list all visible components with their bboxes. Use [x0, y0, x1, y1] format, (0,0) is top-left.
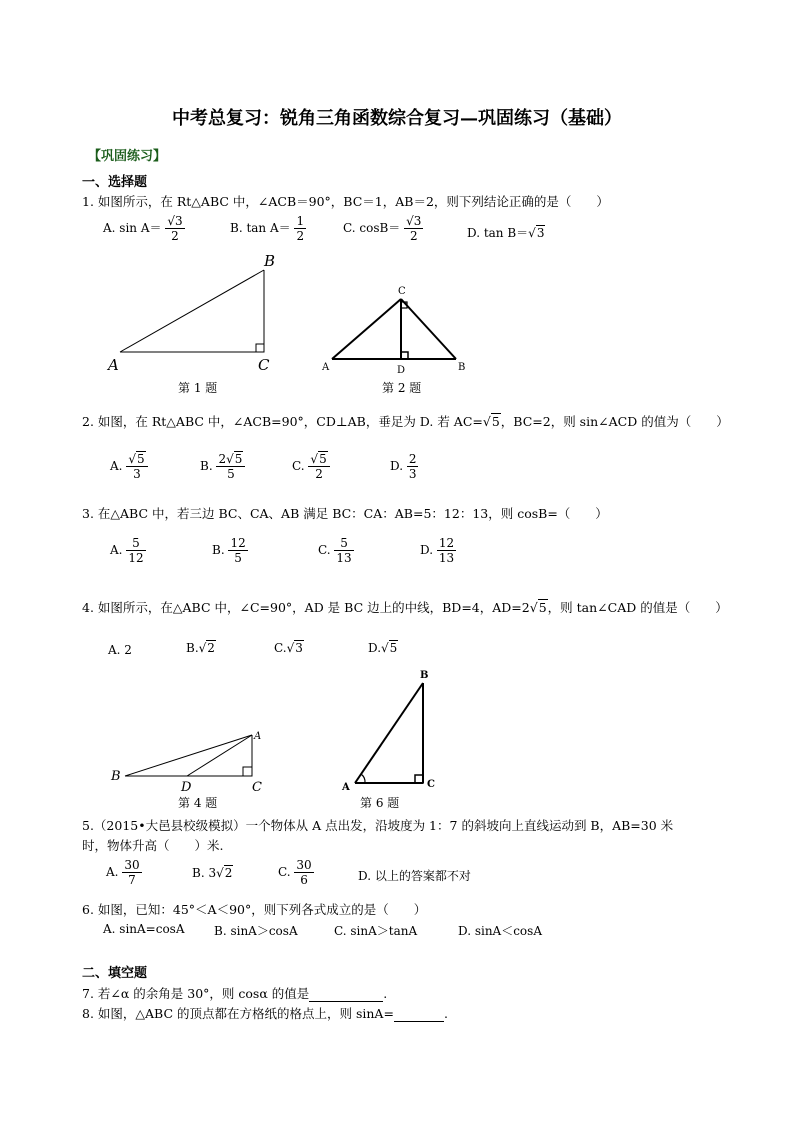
q8-answer-blank[interactable]	[394, 1006, 444, 1022]
fig6-label-a: A	[342, 782, 350, 793]
q5-line1: 5.（2015•大邑县校级模拟）一个物体从 A 点出发，沿坡度为 1：7 的斜坡向上直线运动到 B，AB=30 米	[82, 818, 674, 833]
figure-2	[318, 280, 478, 380]
figure-4	[105, 725, 275, 800]
q4-option-d: D.√5	[368, 641, 398, 655]
fig4-label-a: A	[254, 731, 262, 742]
fig2-label-a: A	[322, 362, 330, 373]
q3-option-c: C. $\frac{5}{13}$	[318, 536, 352, 565]
fig1-label-c: C	[258, 356, 270, 374]
q1-option-d: D. tan B＝√3	[467, 226, 545, 240]
q5-option-a: A. $\frac{30}{7}$	[106, 858, 140, 887]
fig4-label-b: B	[111, 769, 121, 784]
q4-option-c: C.√3	[274, 641, 303, 655]
q3-option-d: D. $\frac{12}{13}$	[420, 536, 455, 565]
q5-line2: 时，物体升高（ ）米.	[82, 838, 224, 853]
fig6-label-b: B	[420, 670, 429, 681]
section-tag: 【巩固练习】	[88, 149, 167, 164]
q6-option-b: B. sinA＞cosA	[214, 924, 298, 938]
figure-1	[100, 250, 290, 375]
q2-option-c: C. $\frac{√5}{2}$	[292, 452, 330, 481]
fig2-label-d: D	[397, 365, 406, 376]
fig1-caption: 第 1 题	[178, 381, 218, 395]
fig4-label-c: C	[252, 780, 262, 795]
q6-option-c: C. sinA＞tanA	[334, 924, 418, 938]
q6-option-d: D. sinA＜cosA	[458, 924, 542, 938]
q5-option-d: D. 以上的答案都不对	[358, 869, 471, 883]
part2-heading: 二、填空题	[82, 966, 148, 981]
q7-text: 7. 若∠α 的余角是 30°，则 cosα 的值是 .	[82, 986, 388, 1001]
fig1-label-a: A	[108, 356, 119, 374]
q8-text: 8. 如图，△ABC 的顶点都在方格纸的格点上，则 sinA= .	[82, 1006, 448, 1021]
fig6-caption: 第 6 题	[360, 796, 400, 810]
q1-option-a: A. sin A＝ $\frac{√3}{2}$	[103, 214, 183, 243]
q3-option-b: B. $\frac{12}{5}$	[212, 536, 246, 565]
q3-text: 3. 在△ABC 中，若三边 BC、CA、AB 满足 BC：CA：AB=5：12：13，则 cosB=（ ）	[82, 506, 608, 521]
q2-text: 2. 如图，在 Rt△ABC 中，∠ACB=90°，CD⊥AB，垂足为 D. 若 AC=√5，BC=2，则 sin∠ACD 的值为（ ）	[82, 414, 729, 429]
q6-text: 6. 如图，已知：45°＜A＜90°，则下列各式成立的是（ ）	[82, 902, 427, 917]
q4-option-b: B.√2	[186, 641, 215, 655]
q5-option-c: C. $\frac{30}{6}$	[278, 858, 312, 887]
fig1-label-b: B	[264, 252, 276, 270]
q7-answer-blank[interactable]	[309, 986, 383, 1002]
part1-heading: 一、选择题	[82, 175, 148, 190]
q1-option-c: C. cosB＝ $\frac{√3}{2}$	[343, 214, 422, 243]
fig2-caption: 第 2 题	[382, 381, 422, 395]
figure-6	[335, 663, 445, 793]
q5-option-b: B. 3√2	[192, 866, 233, 880]
q6-option-a: A. sinA=cosA	[103, 922, 185, 936]
q1-option-b: B. tan A＝ $\frac{1}{2}$	[230, 214, 305, 243]
q1-text: 1. 如图所示，在 Rt△ABC 中，∠ACB＝90°，BC＝1，AB＝2，则下列结论正确的是（ ）	[82, 194, 609, 209]
fig2-label-b: B	[458, 362, 466, 373]
q4-text: 4. 如图所示，在△ABC 中，∠C=90°，AD 是 BC 边上的中线，BD=4，AD=2√5，则 tan∠CAD 的值是（ ）	[82, 600, 728, 615]
fig4-label-d: D	[181, 780, 192, 795]
fig4-caption: 第 4 题	[178, 796, 218, 810]
page-title: 中考总复习：锐角三角函数综合复习—巩固练习（基础）	[172, 108, 622, 129]
q2-option-a: A. $\frac{√5}{3}$	[110, 452, 148, 481]
q3-option-a: A. $\frac{5}{12}$	[110, 536, 144, 565]
fig2-label-c: C	[398, 286, 406, 297]
q2-option-b: B. $\frac{2√5}{5}$	[200, 452, 245, 481]
fig6-label-c: C	[427, 779, 435, 790]
q2-option-d: D. $\frac{2}{3}$	[390, 452, 417, 481]
q4-option-a: A. 2	[108, 643, 132, 657]
